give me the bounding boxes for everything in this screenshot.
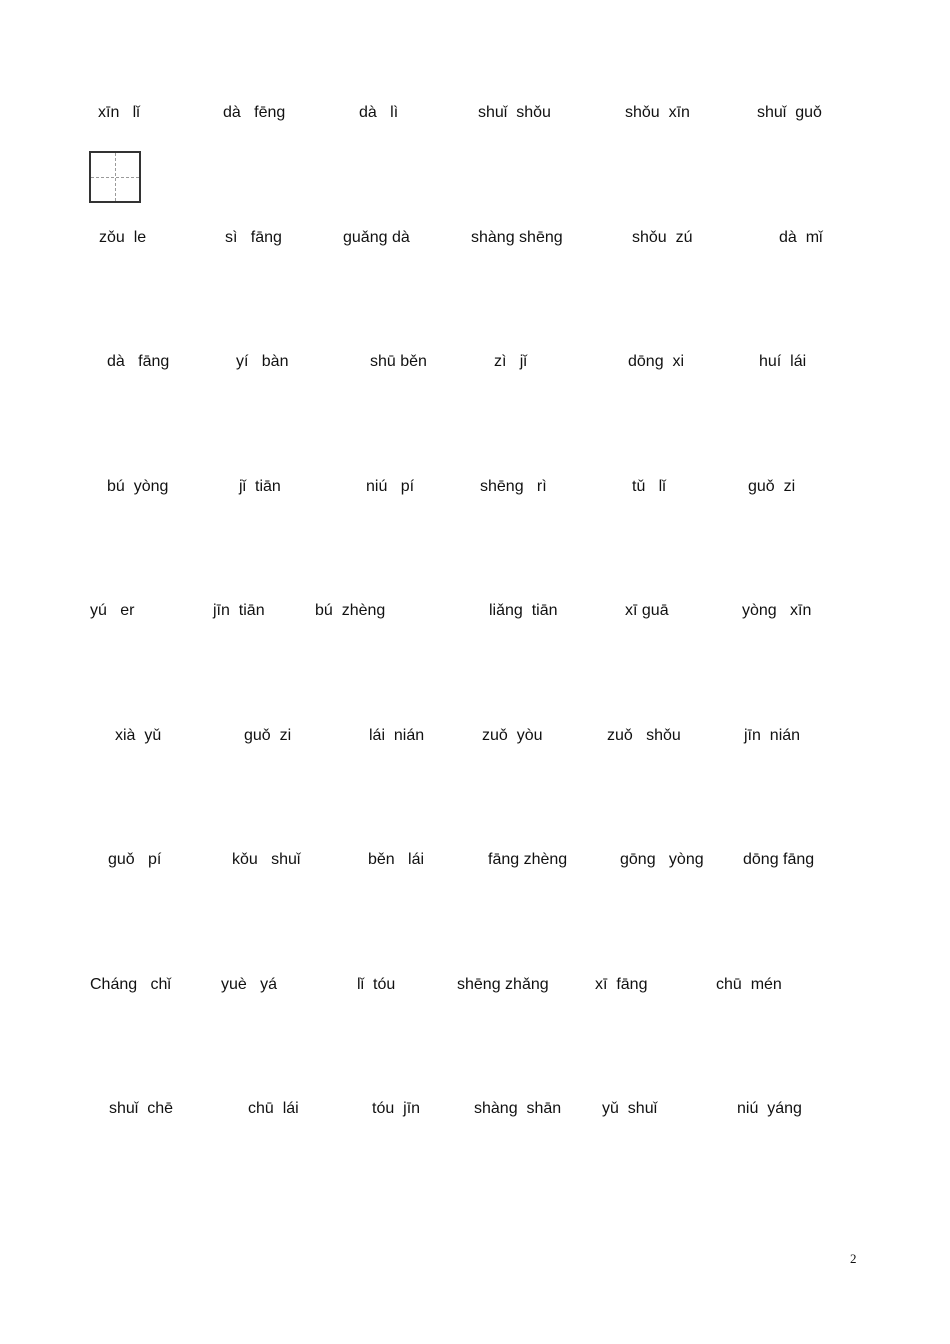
pinyin-word: jīn tiān [213,602,265,619]
pinyin-word: shēng zhǎng [457,976,549,993]
pinyin-row-7 [0,848,950,872]
pinyin-row-4 [0,475,950,499]
pinyin-word: yú er [90,602,135,619]
pinyin-word: shēng rì [480,478,547,495]
pinyin-row-3 [0,350,950,374]
pinyin-word: kǒu shuǐ [232,851,301,868]
pinyin-word: sì fāng [225,229,282,246]
pinyin-word: guǒ zi [244,727,292,744]
pinyin-word: zì jǐ [494,353,527,370]
pinyin-word: huí lái [759,353,807,370]
pinyin-word: niú yáng [737,1100,802,1117]
pinyin-word: guǎng dà [343,229,410,246]
pinyin-word: bú zhèng [315,602,386,619]
pinyin-word: dà lì [359,104,399,121]
pinyin-word: yí bàn [236,353,289,370]
pinyin-word: dà fāng [107,353,170,370]
pinyin-word: xià yǔ [115,727,162,744]
pinyin-word: shuǐ guǒ [757,104,822,121]
pinyin-word: tóu jīn [372,1100,421,1117]
pinyin-word: dōng fāng [743,851,815,868]
pinyin-word: xī guā [625,602,669,619]
pinyin-word: lǐ tóu [357,976,396,993]
pinyin-word: liǎng tiān [489,602,558,619]
pinyin-word: běn lái [368,851,425,868]
pinyin-word: shuǐ shǒu [478,104,551,121]
page-number: 2 [850,1251,857,1266]
pinyin-word: dà mǐ [779,229,823,246]
pinyin-word: shàng shēng [471,229,563,246]
pinyin-word: dōng xi [628,353,685,370]
pinyin-word: fāng zhèng [488,851,568,868]
character-writing-box [89,151,141,203]
pinyin-row-1 [0,101,950,125]
pinyin-word: zǒu le [99,229,147,246]
pinyin-word: dà fēng [223,104,286,121]
pinyin-word: yuè yá [221,976,278,993]
pinyin-word: xī fāng [595,976,648,993]
pinyin-word: shàng shān [474,1100,562,1117]
pinyin-row-8 [0,973,950,997]
pinyin-word: yǔ shuǐ [602,1100,658,1117]
pinyin-row-6 [0,724,950,748]
pinyin-word: jīn nián [744,727,801,744]
pinyin-word: xīn lǐ [98,104,140,121]
pinyin-word: tǔ lǐ [632,478,666,495]
pinyin-word: zuǒ shǒu [607,727,681,744]
pinyin-word: niú pí [366,478,415,495]
pinyin-word: Cháng chǐ [90,976,171,993]
pinyin-word: guǒ pí [108,851,162,868]
pinyin-row-5 [0,599,950,623]
pinyin-word: chū mén [716,976,782,993]
pinyin-word: shū běn [370,353,427,370]
pinyin-word: lái nián [369,727,425,744]
pinyin-row-2 [0,226,950,250]
pinyin-word: shǒu zú [632,229,693,246]
pinyin-word: shǒu xīn [625,104,690,121]
pinyin-word: yòng xīn [742,602,812,619]
pinyin-word: chū lái [248,1100,299,1117]
writing-box-horizontal-guide [91,177,139,178]
pinyin-word: shuǐ chē [109,1100,174,1117]
pinyin-word: zuǒ yòu [482,727,543,744]
pinyin-word: guǒ zi [748,478,796,495]
pinyin-word: bú yòng [107,478,169,495]
pinyin-row-9 [0,1097,950,1121]
pinyin-word: gōng yòng [620,851,704,868]
pinyin-word: jǐ tiān [239,478,281,495]
